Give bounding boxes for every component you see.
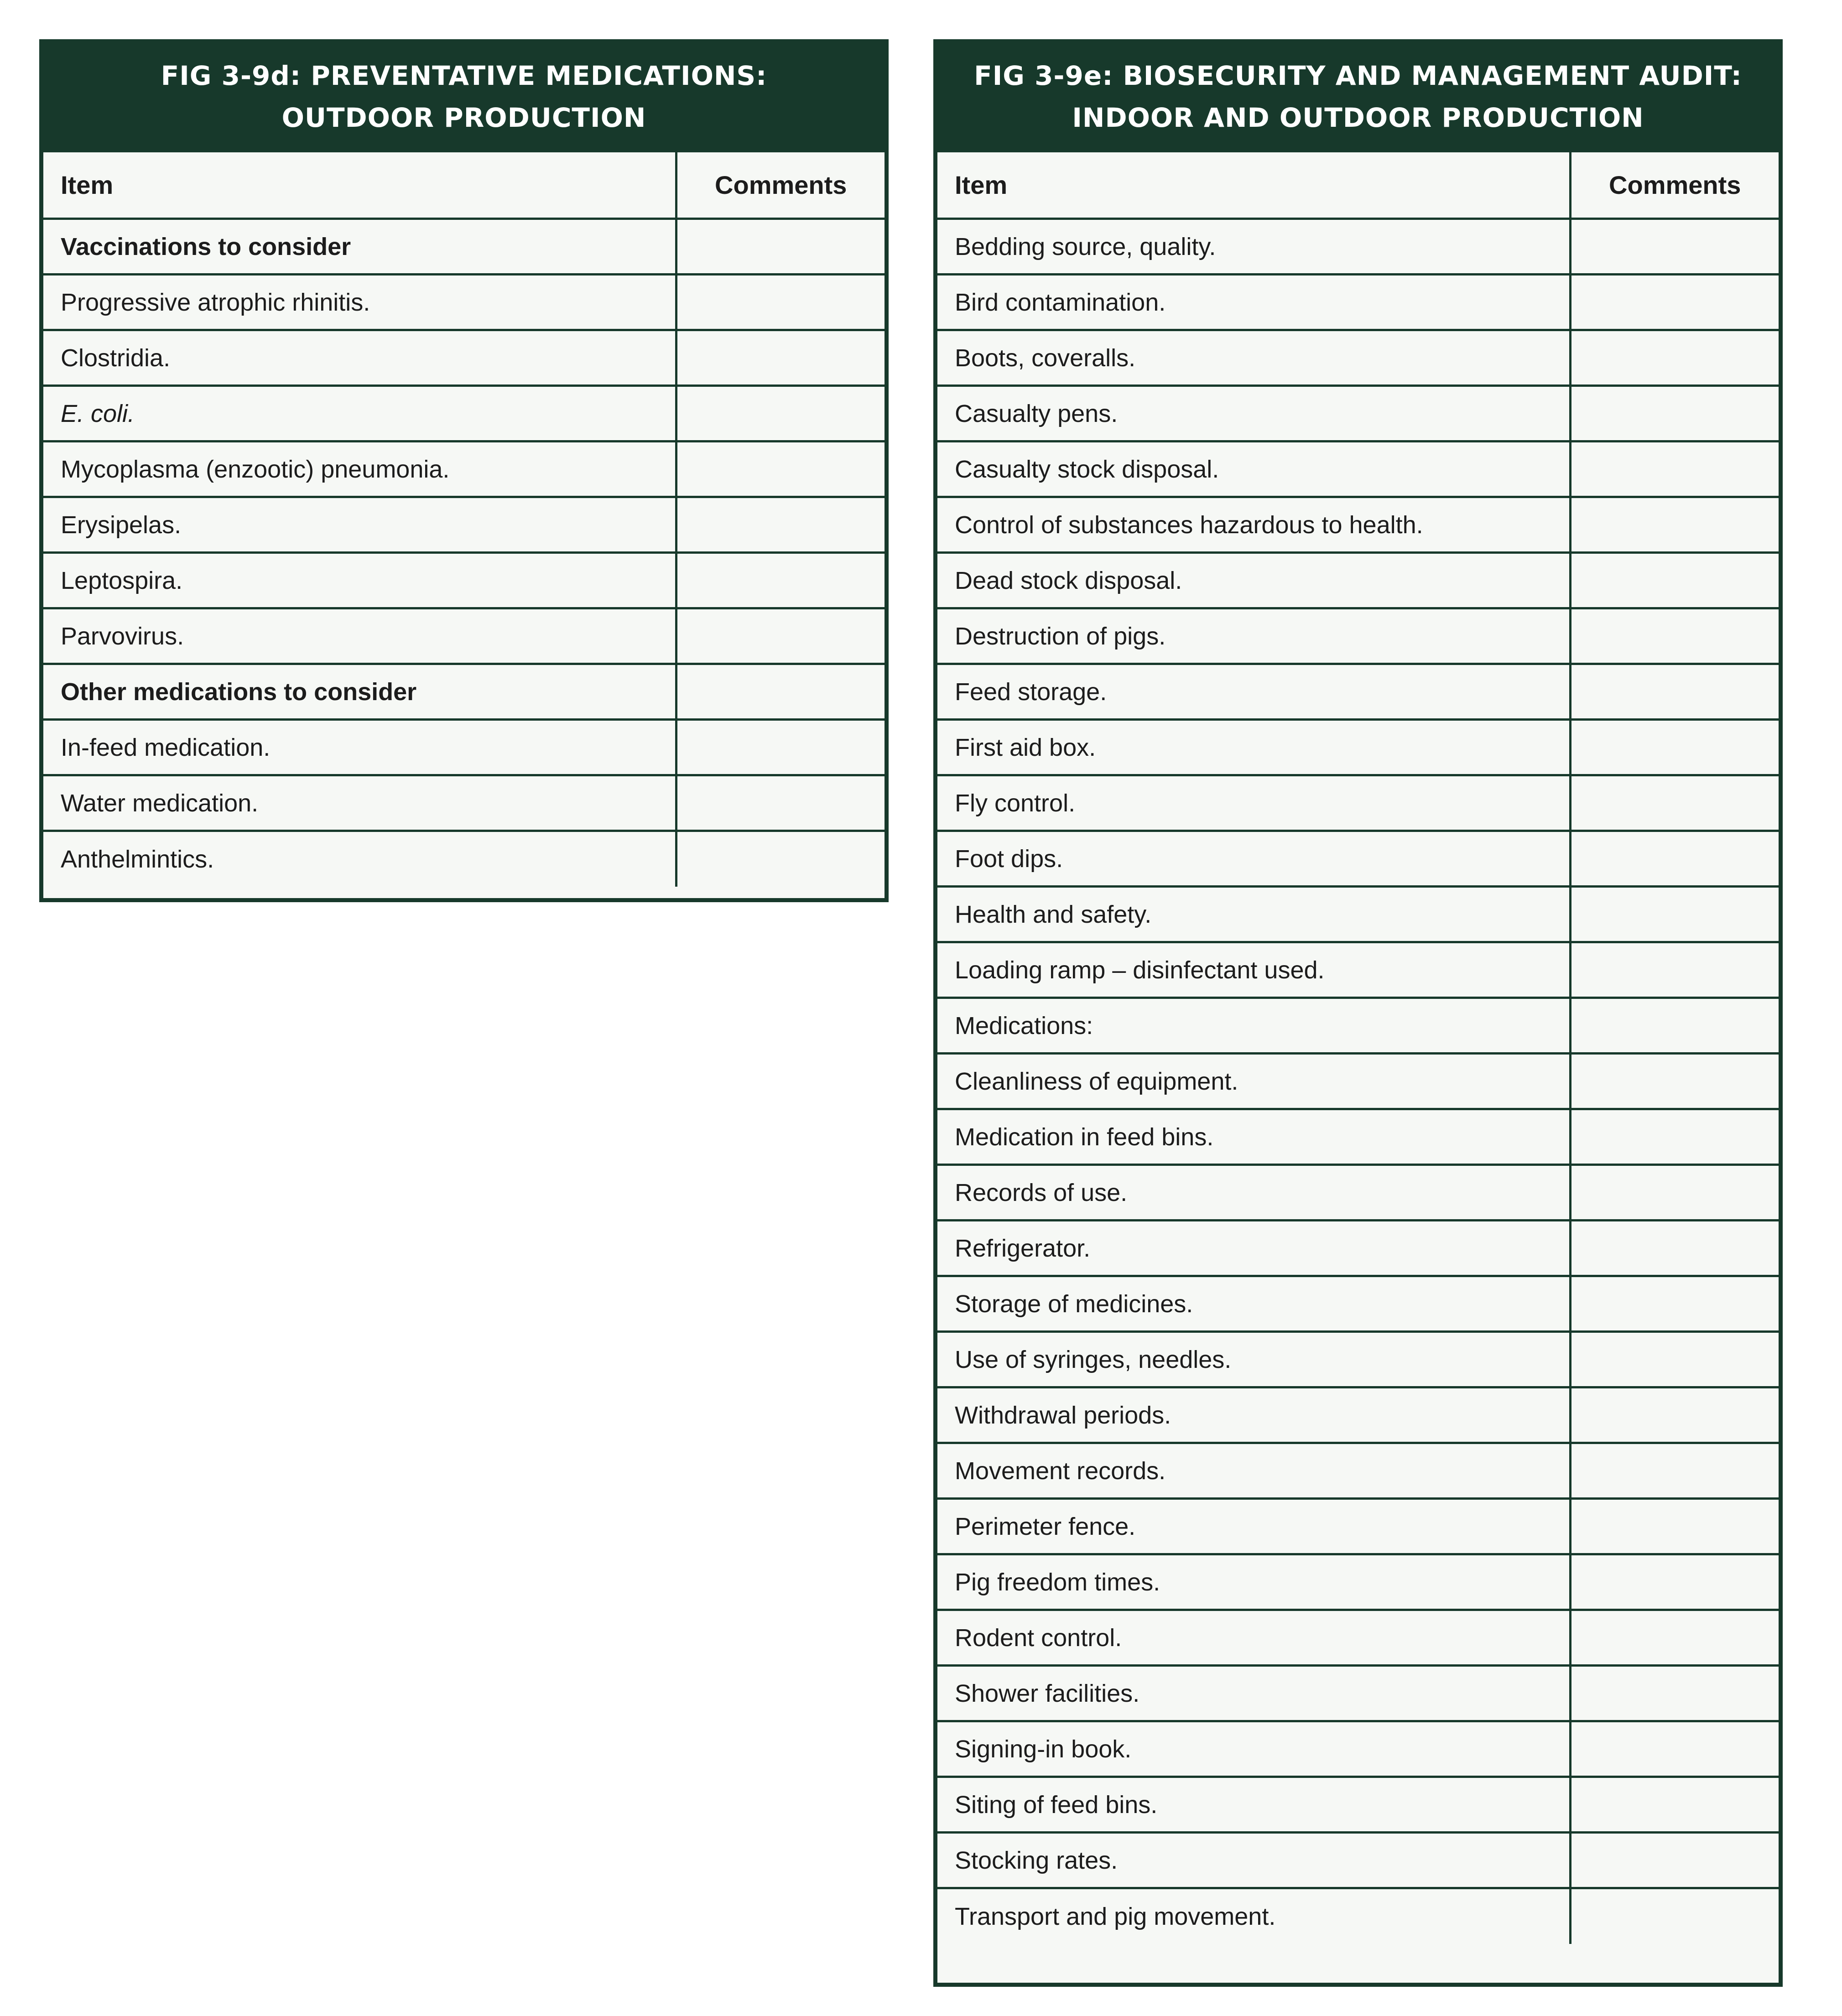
- row-label: Shower facilities.: [937, 1666, 1570, 1721]
- comment-cell[interactable]: [1570, 942, 1779, 998]
- comment-cell[interactable]: [676, 831, 885, 887]
- table-row: [937, 1221, 1779, 1276]
- checklist-table: [43, 150, 885, 887]
- row-label: Medication in feed bins.: [937, 1109, 1570, 1165]
- table-row: [937, 1387, 1779, 1443]
- row-label: Loading ramp – disinfectant used.: [937, 942, 1570, 998]
- row-label: Cleanliness of equipment.: [937, 1054, 1570, 1109]
- comment-cell[interactable]: [676, 608, 885, 664]
- table-row: [937, 1554, 1779, 1610]
- figure-title-line-2: INDOOR AND OUTDOOR PRODUCTION: [1072, 102, 1644, 133]
- table-row: [937, 942, 1779, 998]
- row-label: Casualty pens.: [937, 386, 1570, 442]
- row-label: Leptospira.: [43, 553, 676, 608]
- row-label: Clostridia.: [43, 330, 676, 386]
- table-row: [937, 442, 1779, 497]
- comment-cell[interactable]: [1570, 664, 1779, 720]
- comment-cell[interactable]: [1570, 1554, 1779, 1610]
- table-row: [43, 330, 885, 386]
- row-label: Movement records.: [937, 1443, 1570, 1499]
- table-row: [937, 1499, 1779, 1554]
- column-header-item: Item: [937, 151, 1570, 219]
- row-label: Signing-in book.: [937, 1721, 1570, 1777]
- row-label: Other medications to consider: [43, 664, 676, 720]
- comment-cell[interactable]: [1570, 386, 1779, 442]
- row-label: Pig freedom times.: [937, 1554, 1570, 1610]
- comment-cell[interactable]: [1570, 775, 1779, 831]
- row-label: Rodent control.: [937, 1610, 1570, 1666]
- comment-cell[interactable]: [676, 775, 885, 831]
- comment-cell[interactable]: [676, 386, 885, 442]
- table-row: [937, 386, 1779, 442]
- comment-cell[interactable]: [676, 664, 885, 720]
- row-label: Water medication.: [43, 775, 676, 831]
- comment-cell[interactable]: [676, 553, 885, 608]
- table-row: [43, 775, 885, 831]
- row-label: Perimeter fence.: [937, 1499, 1570, 1554]
- row-label: Boots, coveralls.: [937, 330, 1570, 386]
- comment-cell[interactable]: [1570, 1777, 1779, 1833]
- row-label: Bird contamination.: [937, 275, 1570, 330]
- table-row: [937, 1332, 1779, 1387]
- table-row: [937, 1054, 1779, 1109]
- row-label: Health and safety.: [937, 887, 1570, 942]
- row-label: Dead stock disposal.: [937, 553, 1570, 608]
- row-label: Vaccinations to consider: [43, 219, 676, 275]
- row-label: Casualty stock disposal.: [937, 442, 1570, 497]
- table-row: [937, 219, 1779, 275]
- table-header-row: [937, 151, 1779, 219]
- figure-title: [43, 43, 885, 150]
- table-row: [43, 386, 885, 442]
- table-row: [937, 275, 1779, 330]
- comment-cell[interactable]: [1570, 330, 1779, 386]
- comment-cell[interactable]: [1570, 219, 1779, 275]
- comment-cell[interactable]: [1570, 1499, 1779, 1554]
- table-row: [937, 775, 1779, 831]
- table-row: [43, 497, 885, 553]
- row-label: Bedding source, quality.: [937, 219, 1570, 275]
- table-row: [937, 1109, 1779, 1165]
- row-label: In-feed medication.: [43, 720, 676, 775]
- comment-cell[interactable]: [1570, 1443, 1779, 1499]
- comment-cell[interactable]: [1570, 831, 1779, 887]
- comment-cell[interactable]: [1570, 1721, 1779, 1777]
- row-label: Mycoplasma (enzootic) pneumonia.: [43, 442, 676, 497]
- comment-cell[interactable]: [1570, 442, 1779, 497]
- table-row: [43, 831, 885, 887]
- checklist-table: [937, 150, 1779, 1944]
- comment-cell[interactable]: [1570, 608, 1779, 664]
- table-row: [937, 497, 1779, 553]
- row-label: Control of substances hazardous to health.: [937, 497, 1570, 553]
- row-label: Parvovirus.: [43, 608, 676, 664]
- row-label: Refrigerator.: [937, 1221, 1570, 1276]
- row-label: Fly control.: [937, 775, 1570, 831]
- row-label: Anthelmintics.: [43, 831, 676, 887]
- comment-cell[interactable]: [1570, 720, 1779, 775]
- comment-cell[interactable]: [1570, 1276, 1779, 1332]
- row-label: Destruction of pigs.: [937, 608, 1570, 664]
- table-row: [937, 1276, 1779, 1332]
- table-row: [937, 1443, 1779, 1499]
- comment-cell[interactable]: [1570, 275, 1779, 330]
- table-row: [937, 664, 1779, 720]
- table-row: [937, 1666, 1779, 1721]
- row-label: Stocking rates.: [937, 1833, 1570, 1888]
- table-row: [43, 442, 885, 497]
- table-header-row: [43, 151, 885, 219]
- row-label: Withdrawal periods.: [937, 1387, 1570, 1443]
- row-label: Use of syringes, needles.: [937, 1332, 1570, 1387]
- row-label: Siting of feed bins.: [937, 1777, 1570, 1833]
- table-row: [937, 998, 1779, 1054]
- table-row: [43, 664, 885, 720]
- comment-cell[interactable]: [676, 275, 885, 330]
- table-row: [937, 1721, 1779, 1777]
- table-row: [937, 1888, 1779, 1944]
- table-row: [937, 1165, 1779, 1221]
- table-row: [937, 553, 1779, 608]
- row-label: Medications:: [937, 998, 1570, 1054]
- row-label: Storage of medicines.: [937, 1276, 1570, 1332]
- table-row: [43, 275, 885, 330]
- row-label: Feed storage.: [937, 664, 1570, 720]
- table-row: [937, 1777, 1779, 1833]
- table-row: [937, 720, 1779, 775]
- figure-title: [937, 43, 1779, 150]
- table-row: [43, 219, 885, 275]
- comment-cell[interactable]: [676, 720, 885, 775]
- column-header-comments: Comments: [1570, 151, 1779, 219]
- comment-cell[interactable]: [1570, 1109, 1779, 1165]
- comment-cell[interactable]: [1570, 1165, 1779, 1221]
- figure-title-line-1: FIG 3-9e: BIOSECURITY AND MANAGEMENT AUDIT:: [974, 60, 1742, 91]
- comment-cell[interactable]: [1570, 1610, 1779, 1666]
- row-label: E. coli.: [43, 386, 676, 442]
- figure-title-line-2: OUTDOOR PRODUCTION: [281, 102, 646, 133]
- row-label: First aid box.: [937, 720, 1570, 775]
- comment-cell[interactable]: [1570, 497, 1779, 553]
- comment-cell[interactable]: [1570, 553, 1779, 608]
- comment-cell[interactable]: [1570, 1888, 1779, 1944]
- row-label: Transport and pig movement.: [937, 1888, 1570, 1944]
- comment-cell[interactable]: [1570, 998, 1779, 1054]
- figure-preventative-medications: [39, 39, 889, 902]
- comment-cell[interactable]: [676, 442, 885, 497]
- comment-cell[interactable]: [1570, 887, 1779, 942]
- table-row: [43, 553, 885, 608]
- table-row: [937, 608, 1779, 664]
- table-row: [43, 608, 885, 664]
- comment-cell[interactable]: [1570, 1833, 1779, 1888]
- comment-cell[interactable]: [1570, 1332, 1779, 1387]
- comment-cell[interactable]: [1570, 1666, 1779, 1721]
- row-label: Foot dips.: [937, 831, 1570, 887]
- table-row: [937, 831, 1779, 887]
- figure-biosecurity-audit: [933, 39, 1783, 1987]
- row-label: Erysipelas.: [43, 497, 676, 553]
- table-row: [937, 1610, 1779, 1666]
- table-row: [937, 330, 1779, 386]
- table-row: [937, 1833, 1779, 1888]
- comment-cell[interactable]: [1570, 1387, 1779, 1443]
- column-header-item: Item: [43, 151, 676, 219]
- column-header-comments: Comments: [676, 151, 885, 219]
- table-row: [937, 887, 1779, 942]
- comment-cell[interactable]: [676, 330, 885, 386]
- figure-title-line-1: FIG 3-9d: PREVENTATIVE MEDICATIONS:: [161, 60, 767, 91]
- comment-cell[interactable]: [676, 497, 885, 553]
- row-label: Records of use.: [937, 1165, 1570, 1221]
- comment-cell[interactable]: [1570, 1054, 1779, 1109]
- comment-cell[interactable]: [676, 219, 885, 275]
- row-label: Progressive atrophic rhinitis.: [43, 275, 676, 330]
- table-row: [43, 720, 885, 775]
- comment-cell[interactable]: [1570, 1221, 1779, 1276]
